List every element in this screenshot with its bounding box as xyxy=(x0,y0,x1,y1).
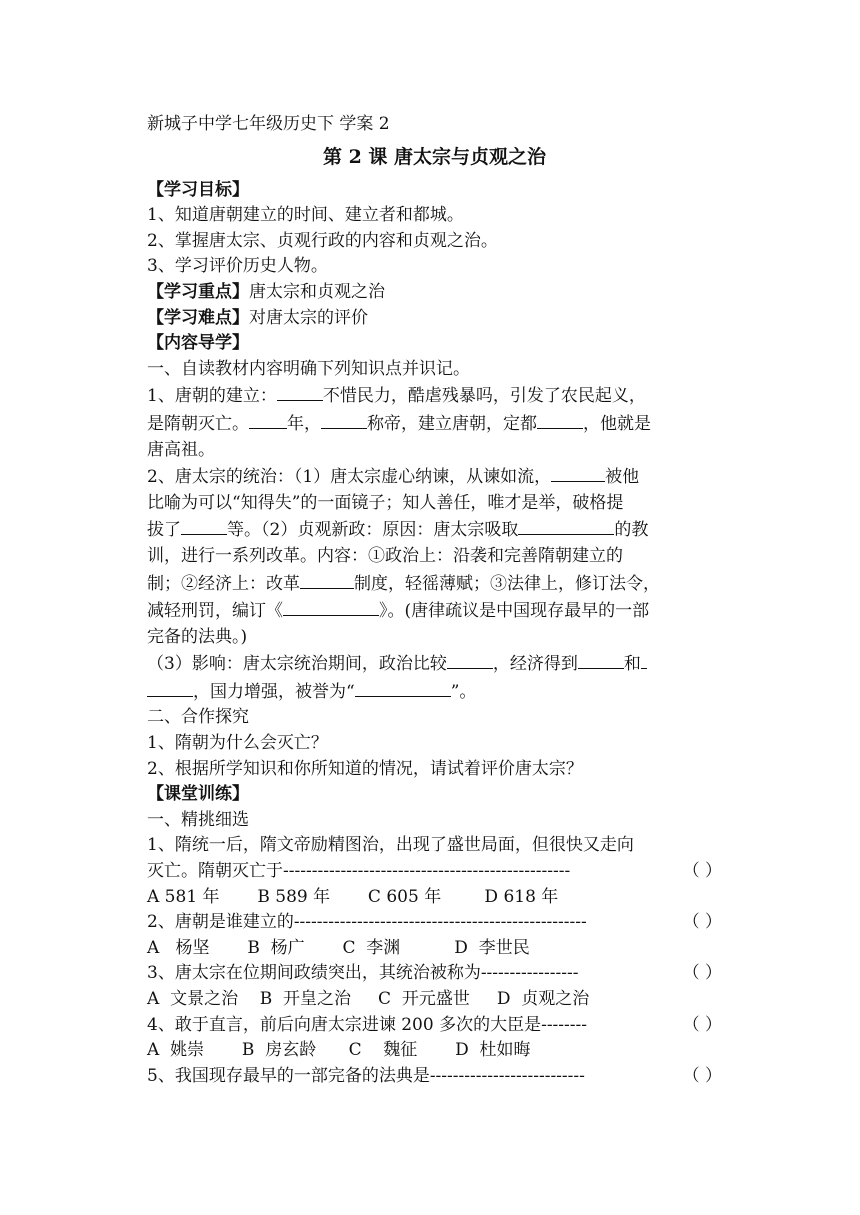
p2-text: 的教 xyxy=(614,520,649,541)
lesson-title: 第 2 课 唐太宗与贞观之治 xyxy=(322,145,547,168)
p3-line-2 xyxy=(147,678,722,706)
p1-text: 是隋朝灭亡。 xyxy=(147,413,249,434)
q1-stem: 灭亡。隋朝灭亡于-------------------------------------------------- xyxy=(147,861,571,882)
fill-blank[interactable] xyxy=(447,650,493,669)
p3-line-1 xyxy=(147,650,722,678)
q4-options: A 姚崇 B 房玄龄 C 魏征 D 杜如晦 xyxy=(147,1040,531,1061)
q2-line xyxy=(147,910,722,936)
goal-item: 3、学习评价历史人物。 xyxy=(147,256,328,277)
p1-text: 不惜民力，酷虐残暴吗，引发了农民起义， xyxy=(322,386,646,407)
p2-text: 减轻刑罚，编订《 xyxy=(147,601,283,622)
q3-options: A 文景之治 B 开皇之治 C 开元盛世 D 贞观之治 xyxy=(147,989,590,1009)
p3-text: 和 xyxy=(623,654,641,675)
p1-text: ，他就是 xyxy=(583,413,651,434)
p2-line-3 xyxy=(147,516,722,544)
p2-text: 被他 xyxy=(605,467,640,488)
explore-item: 1、隋朝为什么会灭亡？ xyxy=(147,733,328,754)
q5-line xyxy=(147,1064,722,1090)
q3-line xyxy=(147,961,722,987)
fill-blank[interactable] xyxy=(551,463,605,482)
fill-blank[interactable] xyxy=(283,597,379,616)
difficulty-line xyxy=(147,306,722,332)
q1-options: A 581 年 B 589 年 C 605 年 D 618 年 xyxy=(147,886,559,907)
guide-intro: 一、自读教材内容明确下列知识点并识记。 xyxy=(147,358,470,379)
key-point-line xyxy=(147,280,722,306)
p3-text: ，经济得到 xyxy=(492,654,578,675)
q4-line xyxy=(147,1013,722,1039)
p1-line-3: 唐高祖。 xyxy=(147,439,215,460)
p2-text: 》。(唐律疏议是中国现存最早的一部 xyxy=(379,601,650,622)
p1-text: 称帝，建立唐朝，定都 xyxy=(367,413,537,434)
key-point-heading: 【学习重点】 xyxy=(147,281,249,302)
explore-heading: 二、合作探究 xyxy=(147,707,249,728)
fill-blank[interactable] xyxy=(277,382,323,401)
fill-blank[interactable] xyxy=(321,410,367,429)
p3-text: ”。 xyxy=(450,681,477,702)
answer-paren[interactable]: （ ） xyxy=(682,912,722,933)
p1-line-1 xyxy=(147,382,722,410)
answer-paren[interactable]: （ ） xyxy=(682,1065,722,1086)
q2-options: A 杨坚 B 杨广 C 李渊 D 李世民 xyxy=(147,937,530,958)
fill-blank[interactable] xyxy=(578,650,624,669)
practice-subheading: 一、精挑细选 xyxy=(147,809,249,830)
q2-stem: 2、唐朝是谁建立的--------------------------------------------------- xyxy=(147,912,587,933)
difficulty-heading: 【学习难点】 xyxy=(147,307,249,328)
fill-blank[interactable] xyxy=(641,650,647,669)
goal-item: 2、掌握唐太宗、贞观行政的内容和贞观之治。 xyxy=(147,230,498,251)
p3-text: ，国力增强，被誉为“ xyxy=(193,681,355,702)
q3-stem: 3、唐太宗在位期间政绩突出，其统治被称为----------------- xyxy=(147,963,579,984)
p2-text: 制；②经济上：改革 xyxy=(147,573,300,594)
p2-text: 等。（2）贞观新政：原因：唐太宗吸取 xyxy=(227,520,519,541)
guide-heading: 【内容导学】 xyxy=(147,333,249,354)
fill-blank[interactable] xyxy=(181,516,227,535)
p2-line-4: 训，进行一系列改革。内容：①政治上：沿袭和完善隋朝建立的 xyxy=(147,545,623,566)
p1-line-2 xyxy=(147,410,722,438)
p2-line-6 xyxy=(147,597,722,625)
p1-text: 1、唐朝的建立： xyxy=(147,386,277,407)
fill-blank[interactable] xyxy=(355,678,451,697)
fill-blank[interactable] xyxy=(300,570,354,589)
explore-item: 2、根据所学知识和你所知道的情况，请试着评价唐太宗？ xyxy=(147,758,583,779)
p2-line-2: 比喻为可以“知得失”的一面镜子；知人善任，唯才是举，破格提 xyxy=(147,492,624,513)
p1-text: 年， xyxy=(287,413,321,434)
p2-line-1 xyxy=(147,463,722,491)
practice-heading: 【课堂训练】 xyxy=(147,784,249,805)
q1-line-2 xyxy=(147,859,722,885)
q1-line-1: 1、隋统一后，隋文帝励精图治，出现了盛世局面，但很快又走向 xyxy=(147,835,634,856)
p2-text: 拔了 xyxy=(147,520,181,541)
difficulty-text: 对唐太宗的评价 xyxy=(249,307,368,328)
p2-text: 制度，轻徭薄赋；③法律上，修订法令， xyxy=(354,573,660,594)
p3-text: （3）影响：唐太宗统治期间，政治比较 xyxy=(147,654,447,675)
q5-stem: 5、我国现存最早的一部完备的法典是--------------------------- xyxy=(147,1065,585,1086)
answer-paren[interactable]: （ ） xyxy=(682,1014,722,1035)
q4-stem: 4、敢于直言，前后向唐太宗进谏 200 多次的大臣是-------- xyxy=(147,1014,588,1035)
p2-line-7: 完备的法典。) xyxy=(147,626,248,647)
worksheet-header: 新城子中学七年级历史下 学案 2 xyxy=(147,114,390,134)
answer-paren[interactable]: （ ） xyxy=(682,963,722,984)
p2-text: 2、唐太宗的统治：（1）唐太宗虚心纳谏，从谏如流， xyxy=(147,467,552,488)
fill-blank[interactable] xyxy=(147,678,193,697)
fill-blank[interactable] xyxy=(249,410,287,429)
goal-item: 1、知道唐朝建立的时间、建立者和都城。 xyxy=(147,205,464,226)
fill-blank[interactable] xyxy=(537,410,583,429)
fill-blank[interactable] xyxy=(518,516,614,535)
goals-heading: 【学习目标】 xyxy=(147,179,249,200)
worksheet xyxy=(147,112,722,1089)
p2-line-5 xyxy=(147,570,722,598)
answer-paren[interactable]: （ ） xyxy=(682,861,722,882)
key-point-text: 唐太宗和贞观之治 xyxy=(249,281,385,302)
